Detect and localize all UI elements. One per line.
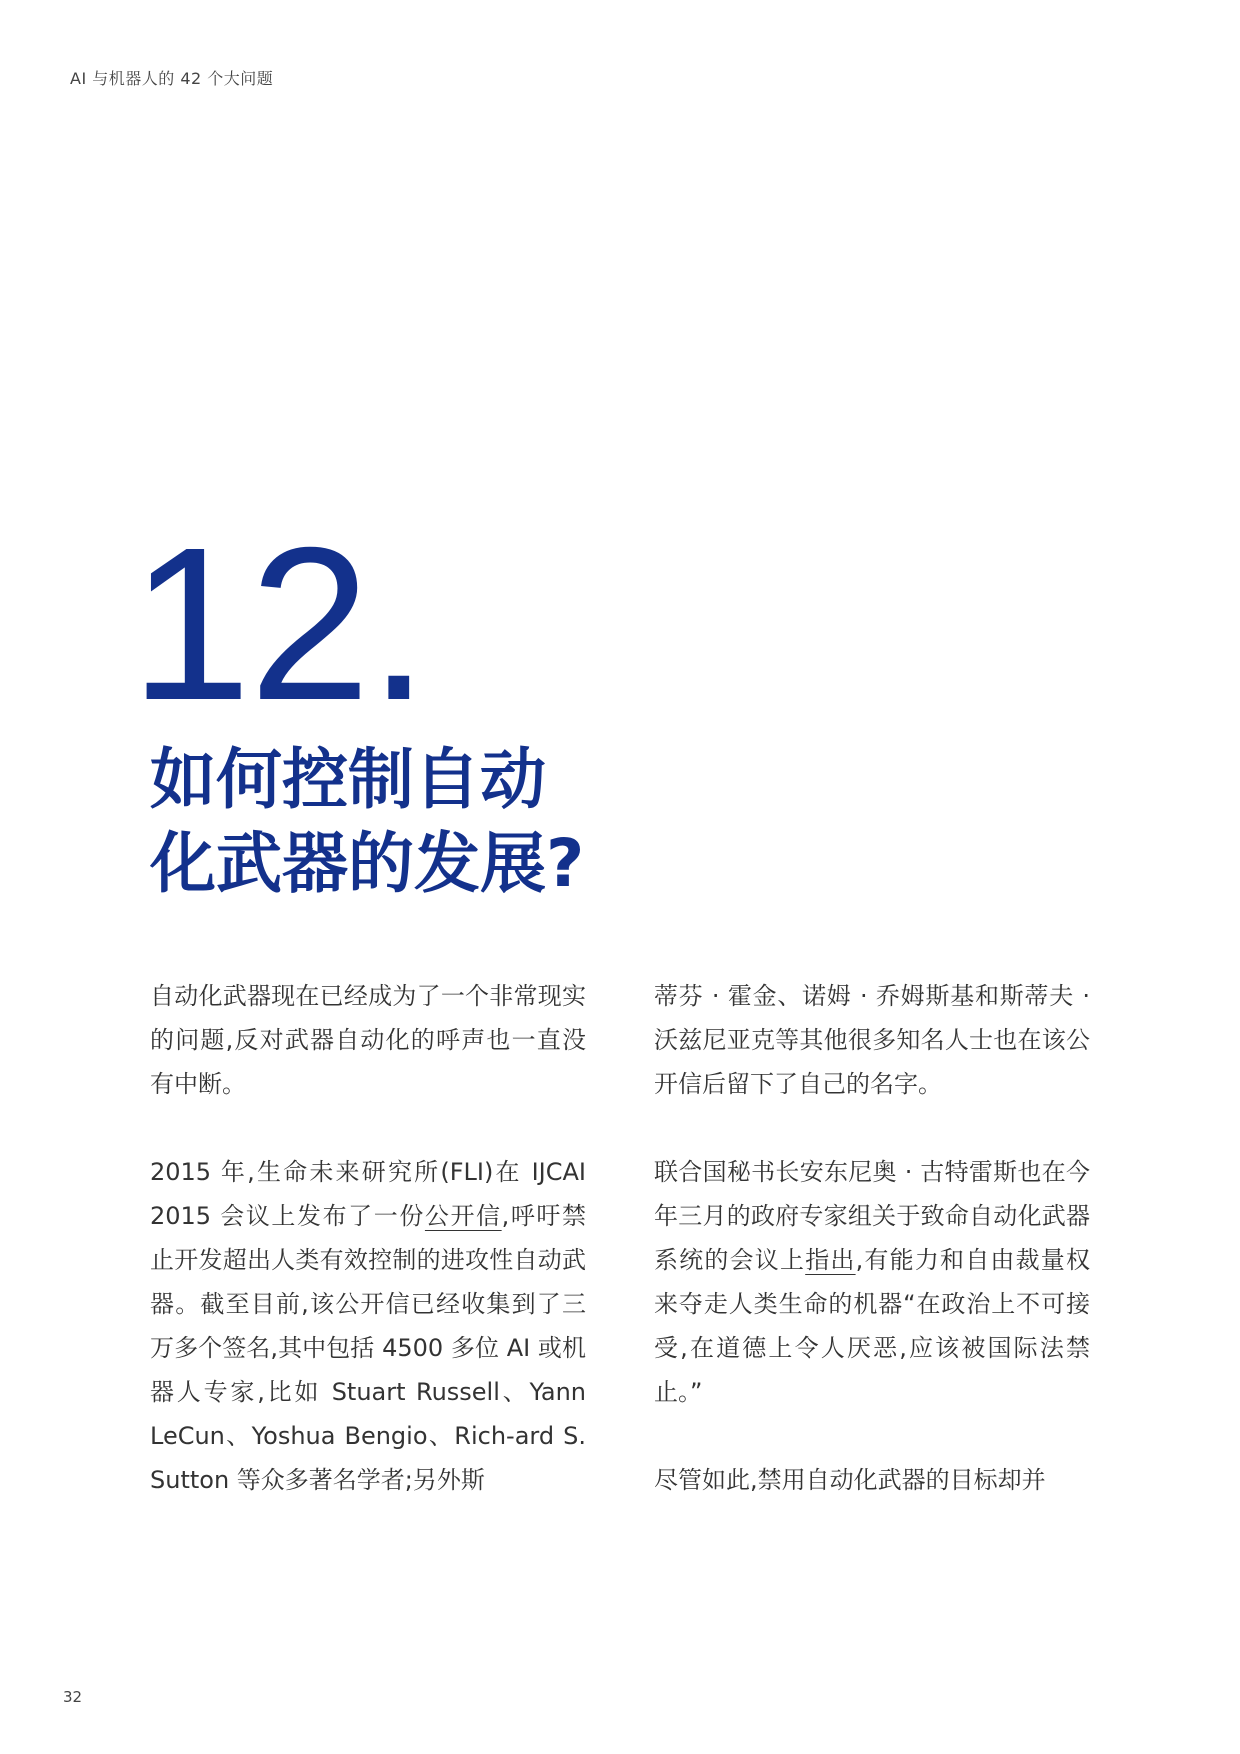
- paragraph-un-statement: [654, 1150, 1090, 1414]
- chapter-title: [150, 738, 670, 906]
- chapter-title-line-2: 化武器的发展?: [150, 825, 585, 902]
- pointed-out-link[interactable]: 指出: [805, 1246, 856, 1274]
- un-statement-text-before: 联合国秘书长安东尼奥 · 古特雷斯也在今年三月的政府专家组关于致命自动化武器系统的会议上: [654, 1158, 1090, 1274]
- paragraph-continuation: 尽管如此,禁用自动化武器的目标却并: [654, 1466, 1046, 1494]
- paragraph-open-letter: [150, 1150, 586, 1502]
- chapter-number: 12.: [130, 503, 428, 746]
- right-column: [654, 974, 1090, 1546]
- page-number: 32: [63, 1688, 83, 1706]
- open-letter-text-after: ,呼吁禁止开发超出人类有效控制的进攻性自动武器。截至目前,该公开信已经收集到了三万多个签名,其中包括 4500 多位 AI 或机器人专家,比如 Stuart Russell、Yann LeCun、Yoshua Bengio、Rich-ard S. Sutton 等众多著名学者;另外斯: [150, 1202, 586, 1494]
- un-statement-text-after: ,有能力和自由裁量权来夺走人类生命的机器“在政治上不可接受,在道德上令人厌恶,应该被国际法禁止。”: [654, 1246, 1091, 1406]
- left-column: [150, 974, 586, 1546]
- paragraph-signatories: 蒂芬 · 霍金、诺姆 · 乔姆斯基和斯蒂夫 · 沃兹尼亚克等其他很多知名人士也在该公开信后留下了自己的名字。: [654, 982, 1090, 1098]
- chapter-title-line-1: 如何控制自动: [150, 741, 546, 818]
- open-letter-link[interactable]: 公开信: [424, 1202, 502, 1230]
- paragraph-intro: 自动化武器现在已经成为了一个非常现实的问题,反对武器自动化的呼声也一直没有中断。: [150, 982, 586, 1098]
- running-header: AI 与机器人的 42 个大问题: [70, 69, 274, 88]
- open-letter-text-before: 2015 年,生命未来研究所(FLI)在 IJCAI 2015 会议上发布了一份: [150, 1158, 586, 1230]
